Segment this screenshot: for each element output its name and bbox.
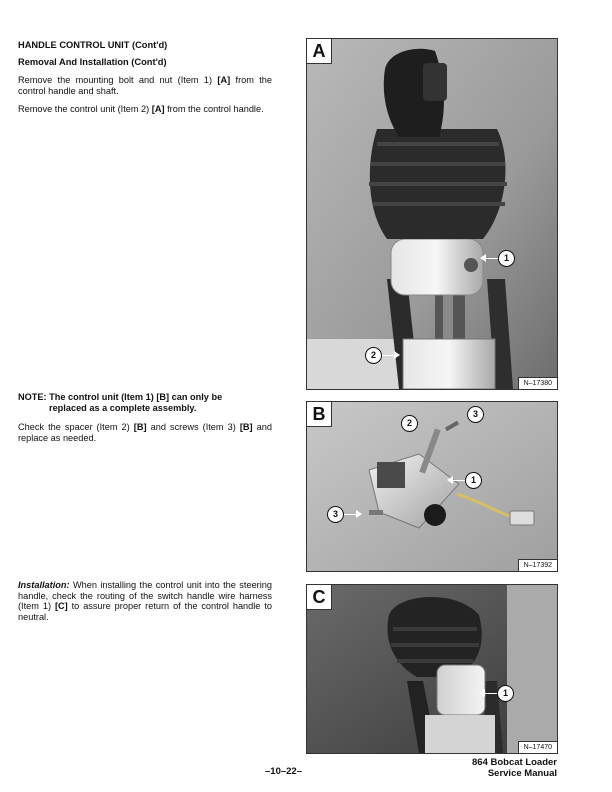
para1-ref: [A] <box>217 75 231 86</box>
figure-c-letter: C <box>307 585 332 610</box>
note-label: NOTE: <box>18 392 47 402</box>
check-text-a: Check the spacer (Item 2) <box>18 422 134 433</box>
figure-a-letter: A <box>307 39 332 64</box>
check-text-c: and replace as needed. <box>18 422 272 443</box>
section-text <box>18 40 272 115</box>
figure-b-callout-1 <box>449 472 482 489</box>
figure-b <box>306 401 558 572</box>
check-text-b: and screws (Item 3) <box>146 422 240 433</box>
figure-a <box>306 38 558 390</box>
installation-block <box>18 580 272 622</box>
arrow-right-icon <box>382 355 398 357</box>
figure-c-callout-1 <box>481 685 514 702</box>
callout-number: 2 <box>401 415 418 432</box>
figure-b-callout-2 <box>401 415 418 432</box>
section-subheading: Removal And Installation (Cont'd) <box>18 56 167 67</box>
arrow-left-icon <box>449 480 465 482</box>
figure-b-number: N–17392 <box>518 559 557 571</box>
note-line2: replaced as a complete assembly. <box>49 402 197 413</box>
install-text-a: When installing the control unit into the steering handle, check the routing of the switch handle wire harness (Item 1) <box>18 580 272 612</box>
para2-text-a: Remove the control unit (Item 2) <box>18 104 152 115</box>
check-ref2: [B] <box>239 422 253 433</box>
figure-c-photo <box>307 585 557 753</box>
figure-c-number: N–17470 <box>518 741 557 753</box>
figure-b-callout-3-bottom <box>327 506 360 523</box>
figure-a-callout-2 <box>365 347 398 364</box>
callout-number: 1 <box>497 685 514 702</box>
figure-b-photo <box>307 402 557 571</box>
arrow-right-icon <box>344 514 360 516</box>
figure-b-letter: B <box>307 402 332 427</box>
callout-number: 3 <box>327 506 344 523</box>
arrow-left-icon <box>482 258 498 260</box>
para1-text-a: Remove the mounting bolt and nut (Item 1) <box>18 75 218 86</box>
callout-number: 3 <box>467 406 484 423</box>
check-ref1: [B] <box>133 422 147 433</box>
install-ref: [C] <box>54 601 68 612</box>
installation-label: Installation: <box>18 580 70 590</box>
figure-b-callout-3-top <box>467 406 484 423</box>
para2-ref: [A] <box>151 104 165 115</box>
figure-a-number: N–17380 <box>518 377 557 389</box>
paragraph-installation <box>18 580 272 622</box>
paragraph-remove-bolt <box>18 75 272 96</box>
figure-a-photo <box>307 39 557 389</box>
arrow-left-icon <box>481 693 497 695</box>
note-block <box>18 392 272 443</box>
para2-text-b: from the control handle. <box>164 104 264 115</box>
para1-text-b: from the control handle and shaft. <box>18 75 272 96</box>
page-number: –10–22– <box>265 766 302 777</box>
callout-number: 1 <box>498 250 515 267</box>
manual-title-line1: 864 Bobcat Loader <box>472 757 557 768</box>
install-text-b: to assure proper return of the control handle to neutral. <box>18 601 272 622</box>
section-heading: HANDLE CONTROL UNIT (Cont'd) <box>18 40 168 50</box>
figure-c <box>306 584 558 754</box>
manual-title-line2: Service Manual <box>487 768 557 779</box>
note-line1: The control unit (Item 1) [B] can only be <box>49 392 223 402</box>
paragraph-remove-control-unit <box>18 104 272 115</box>
callout-number: 2 <box>365 347 382 364</box>
callout-number: 1 <box>465 472 482 489</box>
manual-title <box>472 757 557 779</box>
paragraph-check-spacer <box>18 422 272 443</box>
note-text <box>18 392 272 413</box>
figure-a-callout-1 <box>482 250 515 267</box>
